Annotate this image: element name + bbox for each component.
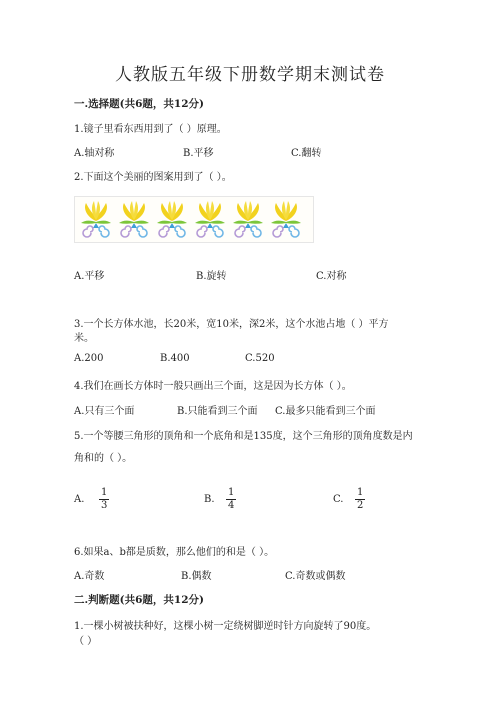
question-5-line2: 角和的（ ）。: [74, 453, 133, 464]
q3-option-a[interactable]: A.200: [74, 353, 104, 364]
q5-b-numerator: 1: [228, 487, 235, 498]
judgement-1-line1: 1.一棵小树被扶种好，这棵小树一定绕树脚逆时针方向旋转了90度。: [74, 621, 377, 632]
question-4: 4.我们在画长方体时一般只画出三个面，这是因为长方体（ ）。: [74, 381, 352, 392]
pattern-svg: [75, 197, 313, 242]
q5-option-b-fraction: [226, 487, 236, 512]
decorative-pattern-image: [74, 196, 314, 243]
q1-option-a[interactable]: A.轴对称: [74, 148, 115, 159]
q6-option-a[interactable]: A.奇数: [74, 571, 105, 582]
page-title: 人教版五年级下册数学期末测试卷: [115, 65, 385, 85]
q6-option-b[interactable]: B.偶数: [181, 571, 212, 582]
q5-option-a-fraction: [99, 487, 109, 512]
question-1: 1.镜子里看东西用到了（ ）原理。: [74, 124, 227, 135]
judgement-1-answer-blank[interactable]: （ ）: [74, 636, 98, 647]
question-6: 6.如果a、b都是质数，那么他们的和是（ ）。: [74, 547, 275, 558]
question-3-line2: 米。: [74, 333, 94, 344]
q6-option-c[interactable]: C.奇数或偶数: [285, 571, 346, 582]
q2-option-a[interactable]: A.平移: [74, 271, 105, 282]
q4-option-c[interactable]: C.最多只能看到三个面: [275, 406, 376, 417]
q5-option-a[interactable]: A.: [74, 494, 85, 505]
q5-b-denominator: 4: [228, 500, 235, 511]
q5-a-denominator: 3: [101, 500, 108, 511]
section-heading-judgement: 二.判断题(共6题，共12分): [74, 594, 205, 606]
q1-option-b[interactable]: B.平移: [183, 148, 214, 159]
section-heading-choice: 一.选择题(共6题，共12分): [74, 98, 205, 110]
q3-option-c[interactable]: C.520: [245, 353, 275, 364]
q5-option-c[interactable]: C.: [333, 494, 344, 505]
q5-c-numerator: 1: [357, 487, 364, 498]
q5-a-numerator: 1: [101, 487, 108, 498]
q3-option-b[interactable]: B.400: [160, 353, 190, 364]
question-2: 2.下面这个美丽的图案用到了（ ）。: [74, 172, 232, 183]
q5-option-b[interactable]: B.: [204, 494, 215, 505]
question-5-line1: 5.一个等腰三角形的顶角和一个底角和是135度，这个三角形的顶角度数是内: [74, 431, 413, 442]
q1-option-c[interactable]: C.翻转: [291, 148, 322, 159]
q4-option-a[interactable]: A.只有三个面: [74, 406, 135, 417]
question-3-line1: 3.一个长方体水池，长20米，宽10米，深2米，这个水池占地（ ）平方: [74, 319, 389, 330]
q5-c-denominator: 2: [357, 500, 364, 511]
q5-option-c-fraction: [355, 487, 365, 512]
q4-option-b[interactable]: B.只能看到三个面: [177, 406, 258, 417]
q2-option-c[interactable]: C.对称: [316, 271, 347, 282]
q2-option-b[interactable]: B.旋转: [196, 271, 227, 282]
